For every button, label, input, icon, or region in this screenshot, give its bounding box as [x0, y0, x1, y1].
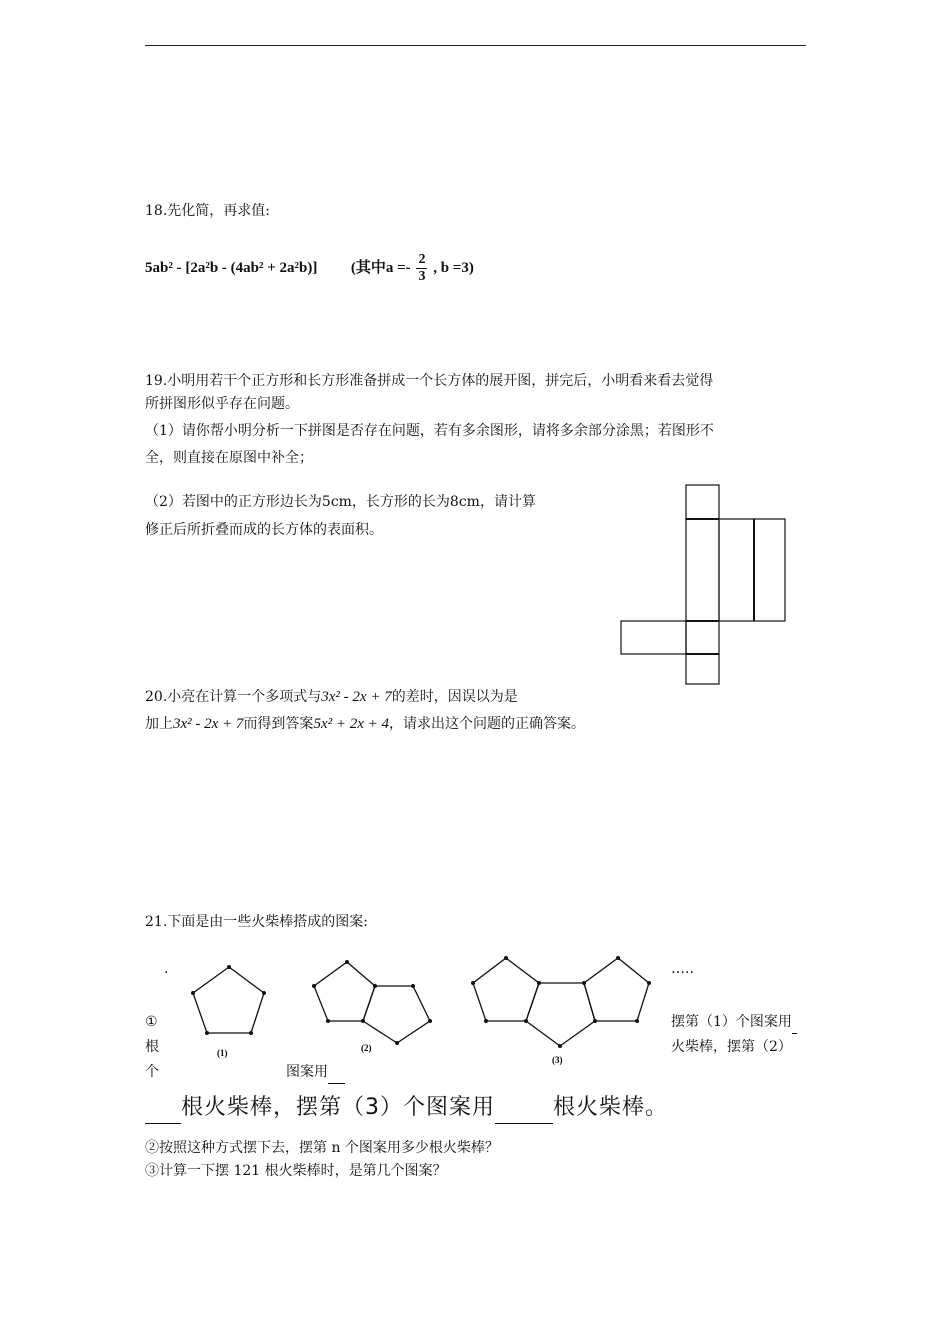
q20-l2-a: 加上 [145, 716, 173, 732]
q21-right-2: 火柴棒，摆第（2） [671, 1039, 792, 1055]
blank-2[interactable] [792, 1011, 797, 1034]
fig-label-2: (2) [361, 1043, 372, 1053]
q19-line6: 修正后所折叠而成的长方体的表面积。 [145, 522, 383, 538]
q18-frac-num: 2 [418, 252, 426, 267]
q21-left-1: ① [145, 1014, 158, 1030]
q21-big-b: 根火柴棒。 [553, 1095, 669, 1120]
q19-line4: 全，则直接在原图中补全； [145, 450, 313, 466]
q21-mid [286, 1061, 345, 1084]
q20-line2 [145, 713, 585, 735]
header-rule [145, 45, 806, 46]
blank-3[interactable] [145, 1093, 181, 1124]
q20-l1-b: 的差时，因误以为是 [391, 689, 518, 705]
q18-cond-suffix: , b =3) [433, 259, 474, 276]
net-rect-column [686, 519, 719, 621]
net-rect-left [621, 621, 686, 654]
q20-line1 [145, 686, 518, 708]
matchstick-patterns [180, 955, 660, 1070]
q21-title: 21.下面是由一些火柴棒搭成的图案: [145, 914, 368, 930]
net-square-middle [686, 621, 719, 654]
pattern1-pentagon [193, 967, 264, 1033]
q21-right1-text: 摆第（1）个图案用 [671, 1014, 792, 1030]
blank-1[interactable] [328, 1061, 345, 1084]
q18-title: 18.先化简，再求值: [145, 203, 270, 219]
q18-expr-lhs: 5ab² - [2a²b - (4ab² + 2a²b)] [145, 259, 318, 276]
q20-l2-expr2: 5x² + 2x + 4 [313, 716, 389, 732]
q18-cond-prefix: (其中a =- [350, 259, 411, 276]
pattern2-pentagon-right [363, 986, 430, 1043]
q19-line2: 所拼图形似乎存在问题。 [145, 396, 299, 412]
q18-frac-den: 3 [418, 269, 426, 284]
net-rect-right-1 [719, 519, 754, 621]
q19-line1: 19.小明用若干个正方形和长方形准备拼成一个长方体的展开图，拼完后，小明看来看去觉得 [145, 373, 714, 389]
q21-left-2: 根 [145, 1039, 159, 1055]
cuboid-net-figure [615, 480, 795, 690]
q21-dot: . [164, 961, 169, 977]
q20-l1-expr: 3x² - 2x + 7 [321, 689, 392, 705]
q21-sub2: ②按照这种方式摆下去，摆第 n 个图案用多少根火柴棒？ [145, 1140, 499, 1156]
net-square-top [686, 485, 719, 519]
q20-l1-a: 20.小亮在计算一个多项式与 [145, 689, 322, 705]
q20-l2-c: ，请求出这个问题的正确答案。 [389, 716, 585, 732]
q21-ellipsis: ….. [671, 961, 694, 977]
pattern3-pentagon-3 [584, 958, 649, 1021]
pattern3-pentagon-2 [526, 983, 595, 1046]
q21-right-1 [671, 1011, 797, 1034]
blank-4[interactable] [495, 1093, 553, 1124]
q21-mid-text: 图案用 [286, 1064, 328, 1080]
q18-fraction [416, 252, 427, 285]
net-square-bottom [686, 654, 719, 684]
q21-left-3: 个 [145, 1064, 159, 1080]
fig-label-1: (1) [217, 1048, 228, 1058]
q21-big-line [145, 1093, 668, 1124]
q19-line3: （1）请你帮小明分析一下拼图是否存在问题，若有多余图形，请将多余部分涂黑；若图形不 [145, 423, 714, 439]
q18-expression [145, 252, 474, 285]
q19-line5: （2）若图中的正方形边长为5cm，长方形的长为8cm，请计算 [145, 494, 536, 510]
q20-l2-expr1: 3x² - 2x + 7 [173, 716, 244, 732]
q21-sub3: ③计算一下摆 121 根火柴棒时，是第几个图案？ [145, 1163, 447, 1179]
net-rect-right-2 [754, 519, 785, 621]
fig-label-3: (3) [552, 1055, 563, 1065]
q21-big-a: 根火柴棒，摆第（3）个图案用 [181, 1095, 495, 1120]
q20-l2-b: 而得到答案 [243, 716, 314, 732]
